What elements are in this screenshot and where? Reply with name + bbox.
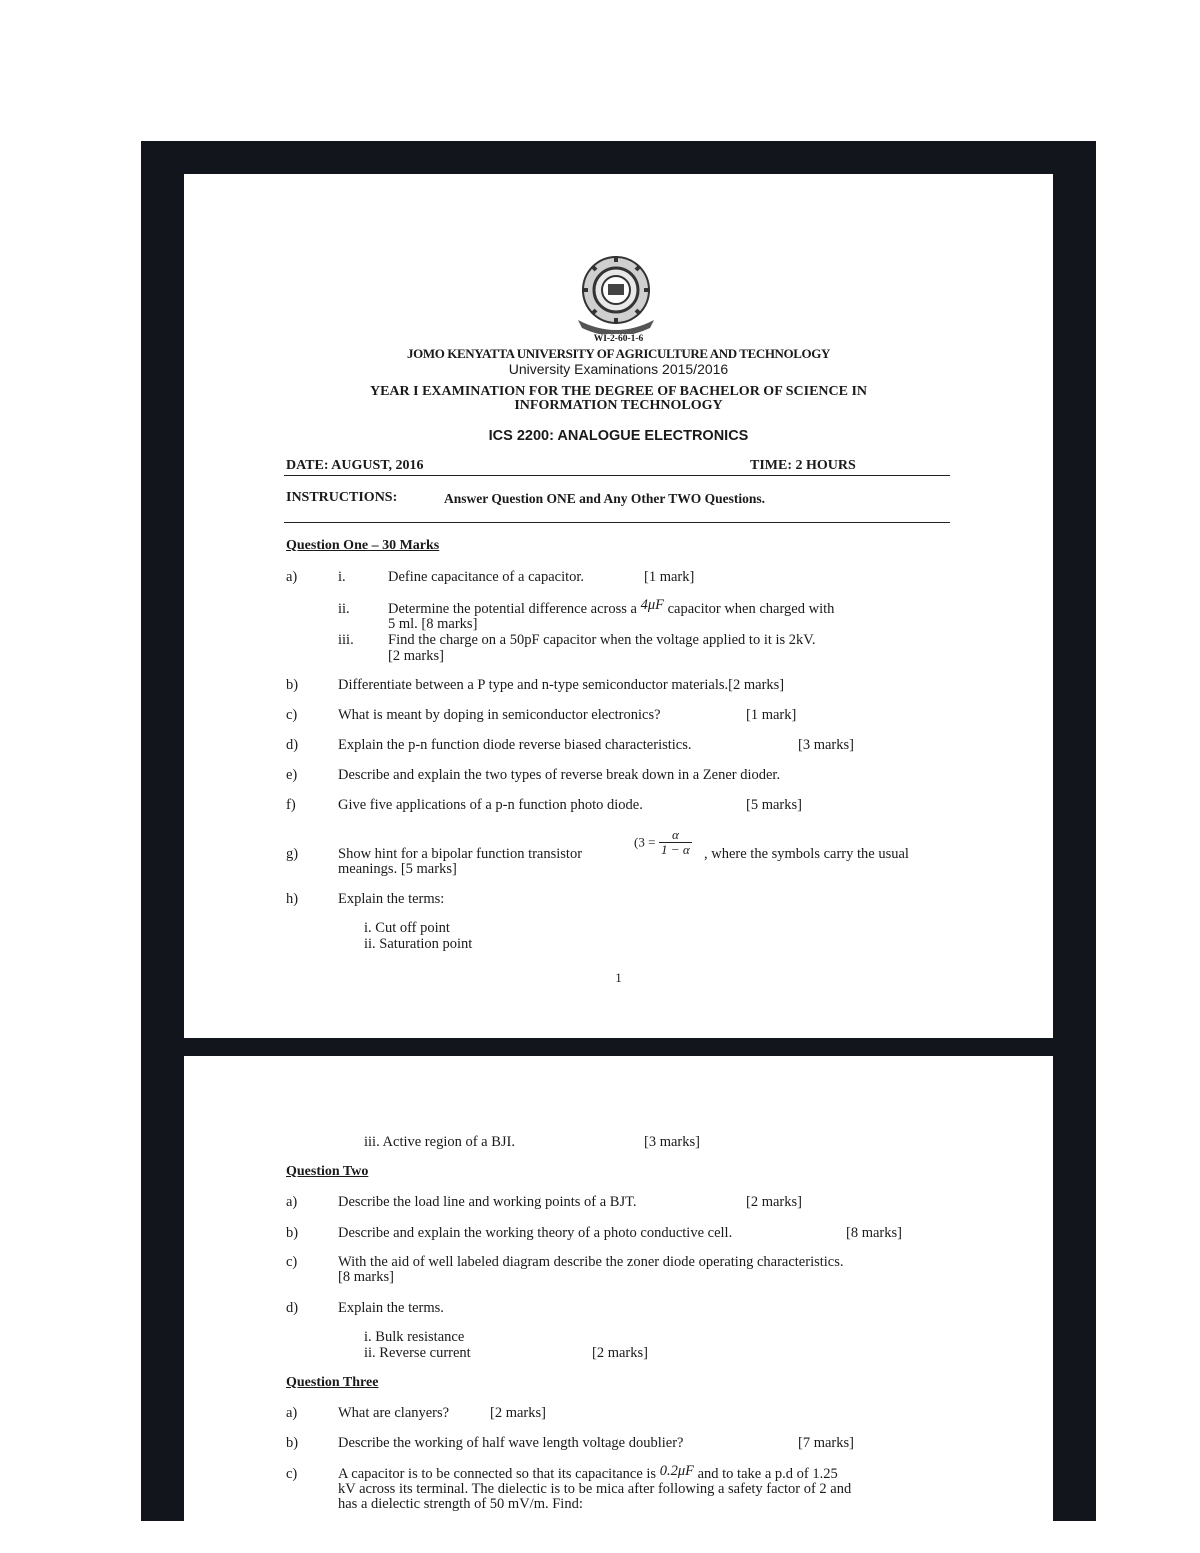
q1e-label: e)	[286, 767, 298, 783]
q1h-label: h)	[286, 891, 299, 907]
q1g-fraction	[659, 828, 692, 857]
q1a-ii-num: ii.	[338, 601, 350, 617]
q1h-text: Explain the terms:	[338, 891, 445, 907]
page-number: 1	[615, 970, 622, 985]
q1a-i-num: i.	[338, 569, 346, 585]
q2a-marks: [2 marks]	[746, 1194, 802, 1210]
course-title: ICS 2200: ANALOGUE ELECTRONICS	[488, 428, 749, 444]
q2d-text: Explain the terms.	[338, 1300, 444, 1316]
exam-page-1	[184, 174, 1053, 1038]
q1g-eq-numerator: α	[659, 828, 692, 843]
instructions-text: Answer Question ONE and Any Other TWO Questions.	[444, 491, 766, 506]
q2d-item-1: i. Bulk resistance	[364, 1329, 465, 1345]
q1f-label: f)	[286, 797, 296, 813]
q1f-text: Give five applications of a p-n function photo diode.	[338, 797, 643, 813]
q2d-marks: [2 marks]	[592, 1345, 648, 1361]
q1f-marks: [5 marks]	[746, 797, 802, 813]
q1g-eq-denominator: 1 − α	[661, 842, 690, 857]
exam-date: DATE: AUGUST, 2016	[286, 458, 424, 473]
q1a-ii-post: capacitor when charged with	[667, 601, 835, 617]
q2c-text: With the aid of well labeled diagram describe the zoner diode operating characteristics.	[338, 1254, 844, 1270]
q1g-eq-lhs: (3 =	[634, 834, 656, 850]
header-divider	[284, 475, 950, 476]
q3c-symbol: 0.2μF	[659, 1463, 694, 1479]
exam-session: University Examinations 2015/2016	[508, 361, 729, 377]
q1h-marks: [3 marks]	[644, 1134, 700, 1150]
q1a-ii-symbol: 4μF	[640, 597, 664, 613]
q3b-text: Describe the working of half wave length voltage doublier?	[338, 1435, 684, 1451]
question-one-title: Question One – 30 Marks	[286, 538, 440, 553]
q2d-item-2: ii. Reverse current	[364, 1345, 471, 1361]
q3b-marks: [7 marks]	[798, 1435, 854, 1451]
q1g-pre: Show hint for a bipolar function transistor	[338, 846, 583, 862]
q3c-label: c)	[286, 1466, 298, 1482]
q2c-label: c)	[286, 1254, 298, 1270]
q3c-post: and to take a p.d of 1.25	[697, 1466, 838, 1482]
q1a-ii-line2: 5 ml. [8 marks]	[388, 616, 478, 632]
q2a-label: a)	[286, 1194, 298, 1210]
q2d-label: d)	[286, 1300, 299, 1316]
q1a-ii-pre: Determine the potential difference across a	[388, 601, 637, 617]
q3a-marks: [2 marks]	[490, 1405, 546, 1421]
q1a-iii-marks: [2 marks]	[388, 648, 444, 664]
q2b-label: b)	[286, 1225, 299, 1241]
q1b-text: Differentiate between a P type and n-type semiconductor materials.[2 marks]	[338, 677, 785, 693]
exam-code: WI-2-60-1-6	[593, 334, 644, 344]
q1e-text: Describe and explain the two types of reverse break down in a Zener dioder.	[338, 767, 781, 783]
question-two-title: Question Two	[286, 1164, 369, 1179]
q1c-label: c)	[286, 707, 298, 723]
q1d-label: d)	[286, 737, 299, 753]
q3a-text: What are clanyers?	[338, 1405, 450, 1421]
q1b-label: b)	[286, 677, 299, 693]
q2b-text: Describe and explain the working theory of a photo conductive cell.	[338, 1225, 733, 1241]
q2a-text: Describe the load line and working points of a BJT.	[338, 1194, 637, 1210]
q2c-marks: [8 marks]	[338, 1269, 394, 1285]
q1g-label: g)	[286, 846, 299, 862]
exam-time: TIME: 2 HOURS	[750, 458, 856, 473]
degree-line-2: INFORMATION TECHNOLOGY	[514, 398, 723, 413]
q1g-post: , where the symbols carry the usual	[704, 846, 909, 862]
q1d-text: Explain the p-n function diode reverse biased characteristics.	[338, 737, 692, 753]
q1a-label: a)	[286, 569, 298, 585]
q1a-iii-text: Find the charge on a 50pF capacitor when the voltage applied to it is 2kV.	[388, 632, 816, 648]
q1c-marks: [1 mark]	[746, 707, 797, 723]
instructions-label: INSTRUCTIONS:	[286, 490, 398, 505]
q1c-text: What is meant by doping in semiconductor electronics?	[338, 707, 661, 723]
q1h-item-1: i. Cut off point	[364, 920, 450, 936]
q1g-equation	[634, 828, 692, 857]
q1a-i-marks: [1 mark]	[644, 569, 695, 585]
q2b-marks: [8 marks]	[846, 1225, 902, 1241]
degree-line-1: YEAR I EXAMINATION FOR THE DEGREE OF BACHELOR OF SCIENCE IN	[369, 384, 868, 399]
q1g-line2: meanings. [5 marks]	[338, 861, 457, 877]
q3c-line3: has a dielectic strength of 50 mV/m. Find:	[338, 1496, 583, 1512]
q3b-label: b)	[286, 1435, 299, 1451]
instructions-divider	[284, 522, 950, 523]
question-three-title: Question Three	[286, 1375, 379, 1390]
university-logo	[570, 254, 662, 334]
q1h-item-3: iii. Active region of a BJI.	[364, 1134, 516, 1150]
q1d-marks: [3 marks]	[798, 737, 854, 753]
q3c-pre: A capacitor is to be connected so that its capacitance is	[338, 1466, 657, 1482]
university-name: JOMO KENYATTA UNIVERSITY OF AGRICULTURE AND TECHNOLOGY	[407, 346, 830, 361]
q3a-label: a)	[286, 1405, 298, 1421]
q1h-item-2: ii. Saturation point	[364, 936, 473, 952]
q1a-i-text: Define capacitance of a capacitor.	[388, 569, 585, 585]
q3c-line2: kV across its terminal. The dielectic is to be mica after following a safety factor of 2 and	[338, 1481, 852, 1497]
q1a-iii-num: iii.	[338, 632, 354, 648]
exam-page-2	[184, 1056, 1053, 1521]
